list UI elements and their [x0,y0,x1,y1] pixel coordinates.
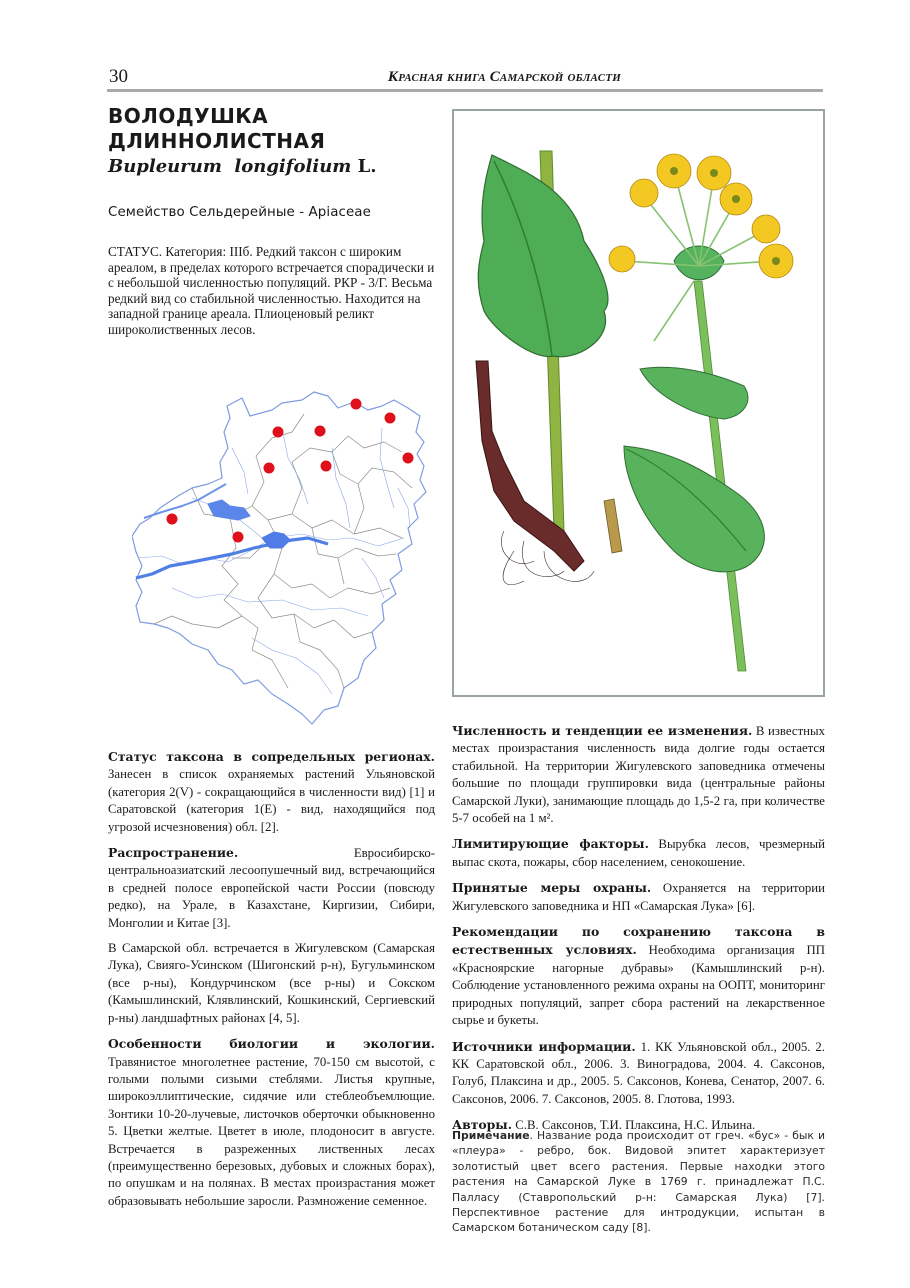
status-paragraph: СТАТУС. Категория: IIIб. Редкий таксон с широким ареалом, в пределах которого встречается спорадически и с небольшой численностью популяций. РКР - 3/Г. Весьма редкий вид со стабильной численностью. Находится на западной границе ареала. Плиоценовый реликт широколиственных лесов. [108,244,435,337]
section-samara-distribution [108,940,435,1027]
species-name-ru-line2: ДЛИННОЛИСТНАЯ [108,129,326,153]
species-name-ru-line1: ВОЛОДУШКА [108,104,269,128]
occurrence-marker [403,453,414,464]
section-text: Охраняется на территории Жигулевского заповедника и НП «Самарская Лука» [6]. [452,881,825,913]
note-heading: Примечание [452,1129,530,1142]
rhizome [476,361,584,571]
section-distribution [108,844,435,932]
occurrence-marker [167,514,178,525]
distribution-map [132,388,438,728]
note-text: . Название рода происходит от греч. «бус» - бык и «плеура» - ребро, бок. Видовой эпитет характеризует золотистый цвет всего растения. Первые находки этого растения на Самарской Луке в 1769 г. принадлежат П.С. Палласу (Ставропольский р-н: Самарская Лука) [7]. Перспективное растение для интродукции, испытан в Самарском ботаническом саду [8]. [452,1129,825,1235]
basal-leaf [478,155,608,357]
section-biology-ecology [108,1035,435,1210]
species-author: L. [357,156,377,177]
section-text: Необходима организация ПП «Красноярские нагорные дубравы» (Камышлинский р-н). Соблюдение установленного режима охраны на ООПТ, мониторинг природных популяций, запрет сбора растений на лекарственное сырье и букеты. [452,943,825,1028]
occurrence-marker [315,426,326,437]
section-heading: Статус таксона в сопредельных регионах. [108,749,435,764]
section-text: Травянистое многолетнее растение, 70-150 см высотой, с голыми полыми сизыми стеблями. Листья крупные, широкоэллиптические, сидячие или стеблеобъемлющие. Зонтики 10-20-лучевые, листочков оберточки обыкновенно 5. Цветки желтые. Цветет в июле, плодоносит в августе. Встречается в разреженных лиственных лесах (преимущественно березовых, дубовых и сложных борах), по опушкам и на полянах. В местах произрастания может образовывать небольшие заросли. Размножение семенное. [108,1054,435,1208]
section-heading: Авторы. [452,1117,513,1133]
section-heading: Принятые меры охраны. [452,880,652,896]
occurrence-marker [264,463,275,474]
species-title [108,104,438,177]
section-heading: Численность и тенденции ее изменения. [452,723,753,738]
note-paragraph [452,1128,825,1236]
section-text: Занесен в список охраняемых растений Ульяновской (категория 2(V) - сокращающийся в численности вид) [1] и Саратовской (категория 1(E) - вид, находящийся под угрозой исчезновения) обл. [2]. [108,767,435,834]
page-number: 30 [109,66,128,87]
occurrence-marker [273,427,284,438]
botanical-illustration [452,109,825,697]
section-text: В известных местах произрастания численность вида долгие годы остается стабильной. На территории Жигулевского заповедника отмечены большие по площади группировки вида (центральные районы Самарской Луки), занимающие площадь до 1,5-2 га, при количестве 5-7 особей на 1 м². [452,724,826,826]
section-limiting-factors [452,835,825,871]
section-text: С.В. Саксонов, Т.И. Плаксина, Н.С. Ильина. [512,1118,756,1133]
occurrence-marker [385,413,396,424]
plant-drawing [454,111,823,695]
occurrence-marker [351,399,362,410]
section-heading: Источники информации. [452,1038,636,1054]
section-population [452,722,825,827]
section-text: 1. КК Ульяновской обл., 2005. 2. КК Саратовской обл., 2006. 3. Виноградова, 2004. 4. Саксонов, Голуб, Плаксина и др., 2005. 5. Саксонов, Конева, Сенатор, 2007. 6. Саксонов, 2006. 7. Саксонов, 2005. 8. Глотова, 1993. [452,1039,825,1106]
section-text: Евросибирско-центральноазиатский лесоопушечный вид, встречающийся в средней полосе европейской части России (повсюду редко), на Урале, в Казахстане, Киргизии, Сибири, Монголии и Китае [3]. [108,846,435,930]
page-header [107,66,823,92]
text-column-right [452,722,825,1143]
root-stub [604,499,622,553]
stem-leaf-upper [640,367,748,419]
section-adjacent-regions [108,748,435,836]
section-recommendations [452,923,825,1029]
species-family: Семейство Сельдерейные - Apiaceae [108,205,371,220]
stem-leaf-lower [624,446,764,572]
text-column-left [108,748,435,1218]
section-heading: Особенности биологии и экологии. [108,1036,435,1052]
section-heading: Рекомендации по сохранению таксона в естественных условиях. [452,924,825,958]
running-title: Красная книга Самарской области [387,69,621,85]
section-heading: Распространение. [108,845,239,861]
latin-binomial: Bupleurum longifolium [108,156,352,177]
occurrence-marker [233,532,244,543]
header-rule [107,89,823,92]
section-text: В Самарской обл. встречается в Жигулевском (Самарская Лука), Свияго-Усинском (Шигонский р-н), Бугульминском (все р-ны), Кондурчинском (все р-ны) и Сокском (Камышлинский, Клявлинский, Кошкинский, Сергиевский р-ны) ландшафтных районах [4, 5]. [108,941,435,1025]
section-protection-measures [452,879,825,915]
occurrence-marker [321,461,332,472]
section-sources [452,1038,825,1109]
section-text: Вырубка лесов, чрезмерный выпас скота, пожары, сбор населением, сенокошение. [452,837,825,869]
section-heading: Лимитирующие факторы. [452,836,649,852]
species-name-latin [108,156,438,177]
map-base [132,392,426,724]
